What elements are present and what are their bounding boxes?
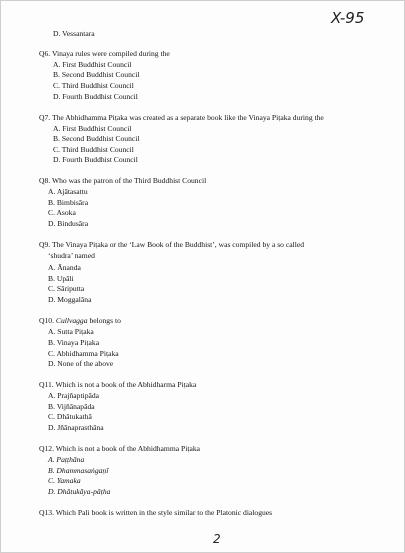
q6-option-d: D. Fourth Buddhist Council: [53, 92, 138, 101]
q9-option-a: A. Ānanda: [48, 263, 81, 272]
q8-option-b: B. Bimbisāra: [48, 198, 89, 207]
q6-option-b: B. Second Buddhist Council: [53, 70, 140, 79]
q7-question: Q7. The Abhidhamma Piṭaka was created as a separate book like the Vinaya Piṭaka during the: [39, 113, 324, 122]
q10-option-b: B. Vinaya Piṭaka: [48, 338, 100, 347]
q8-option-c: C. Asoka: [48, 208, 76, 217]
handwritten-code: X-95: [331, 9, 365, 27]
q9-question-cont: ‘shudra’ named: [48, 251, 95, 260]
q11-question: Q11. Which is not a book of the Abhidharma Piṭaka: [39, 380, 197, 389]
q7-option-b: B. Second Buddhist Council: [53, 134, 140, 143]
q7-option-d: D. Fourth Buddhist Council: [53, 155, 138, 164]
q8-option-a: A. Ajātasattu: [48, 187, 88, 196]
q10-question: [39, 316, 121, 326]
q9-option-b: B. Upāli: [48, 274, 74, 283]
q10-option-d: D. None of the above: [48, 359, 114, 368]
q11-option-a: A. Prajñaptipāda: [48, 391, 100, 400]
q8-option-d: D. Bindusāra: [48, 219, 89, 228]
q10-option-c: C. Abhidhamma Piṭaka: [48, 349, 119, 358]
q6-option-c: C. Third Buddhist Council: [53, 81, 134, 90]
q12-option-c: C. Yamaka: [48, 476, 81, 485]
q8-question: Q8. Who was the patron of the Third Buddhist Council: [39, 176, 207, 185]
page-number: 2: [213, 532, 221, 546]
q12-option-d: D. Dhātukāya-pāṭha: [48, 487, 111, 496]
q6-option-a: A. First Buddhist Council: [53, 60, 132, 69]
q7-option-c: C. Third Buddhist Council: [53, 145, 134, 154]
q12-option-b: B. Dhammasaṅgaṇī: [48, 466, 109, 475]
q11-option-d: D. Jñānaprasthāna: [48, 423, 104, 432]
q9-question: Q9. The Vinaya Piṭaka or the ‘Law Book of the Buddhist’, was compiled by a so called: [39, 240, 304, 249]
q12-question: Q12. Which is not a book of the Abhidhamma Piṭaka: [39, 444, 200, 453]
q11-option-b: B. Vijñānapāda: [48, 402, 95, 411]
q10-number: Q10.: [39, 316, 54, 325]
q10-term: Cullvagga: [55, 316, 88, 325]
q13-question: Q13. Which Pali book is written in the style similar to the Platonic dialogues: [39, 508, 273, 517]
q9-option-c: C. Sāriputta: [48, 284, 85, 293]
q5-option-d: D. Vessantara: [53, 29, 95, 38]
q11-option-c: C. Dhātukathā: [48, 412, 92, 421]
q10-text: belongs to: [89, 316, 121, 325]
q7-option-a: A. First Buddhist Council: [53, 124, 132, 133]
q9-option-d: D. Moggalāna: [48, 295, 92, 304]
q10-option-a: A. Sutta Piṭaka: [48, 327, 94, 336]
q12-option-a: A. Paṭṭhāna: [48, 455, 85, 464]
q6-question: Q6. Vinaya rules were compiled during the: [39, 49, 170, 58]
